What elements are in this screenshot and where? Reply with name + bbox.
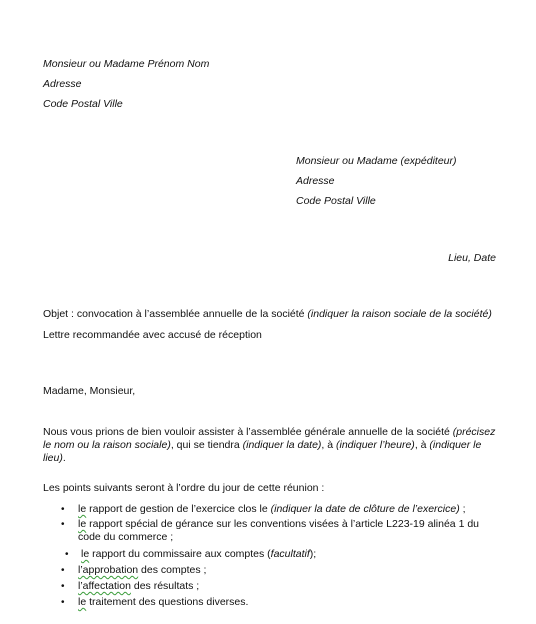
bullet-icon: • <box>61 565 65 576</box>
subject-placeholder: (indiquer la raison sociale de la société) <box>307 308 492 320</box>
subject-prefix: Objet : convocation à l’assemblée annuelle de la société <box>43 308 308 320</box>
sender-address: Adresse <box>296 175 335 187</box>
paragraph-placeholder-date: (indiquer la date) <box>242 439 322 451</box>
agenda-item-article: le <box>81 548 90 560</box>
agenda-item-placeholder: (indiquer la date de clôture de l’exercice) <box>270 503 460 515</box>
agenda-item-article: le <box>78 596 87 608</box>
agenda-item <box>81 548 316 561</box>
place-date: Lieu, Date <box>448 252 496 264</box>
agenda-item <box>78 518 504 544</box>
bullet-icon: • <box>61 597 65 608</box>
agenda-item-text: ; <box>459 503 466 515</box>
agenda-item-article: l’approbation <box>78 564 139 576</box>
paragraph-text: , qui se tiendra <box>170 439 243 451</box>
paragraph-placeholder-time: (indiquer l’heure) <box>336 439 415 451</box>
agenda-item-text: ); <box>309 548 317 560</box>
salutation: Madame, Monsieur, <box>43 385 136 397</box>
recipient-city: Code Postal Ville <box>43 98 123 110</box>
agenda-item-article: le <box>78 518 87 530</box>
sender-name: Monsieur ou Madame (expéditeur) <box>296 155 457 167</box>
paragraph-text: Nous vous prions de bien vouloir assister à l’assemblée générale annuelle de la société <box>43 426 453 438</box>
agenda-item-text: des résultats ; <box>130 580 200 592</box>
agenda-item-article: le <box>78 503 87 515</box>
bullet-icon: • <box>61 519 65 530</box>
agenda-item-text: traitement des questions diverses. <box>86 596 249 608</box>
delivery-mode: Lettre recommandée avec accusé de réception <box>43 329 262 341</box>
recipient-name: Monsieur ou Madame Prénom Nom <box>43 58 210 70</box>
paragraph-text: , à <box>321 439 337 451</box>
agenda-item <box>78 564 206 577</box>
agenda-item-placeholder: facultatif <box>270 548 310 560</box>
invitation-paragraph <box>43 426 501 465</box>
bullet-icon: • <box>61 581 65 592</box>
paragraph-placeholder-company: (précisez le nom ou la raison sociale) <box>43 426 496 451</box>
agenda-item-article: l’affectation <box>78 580 131 592</box>
agenda-item-text: des comptes ; <box>138 564 207 576</box>
sender-city: Code Postal Ville <box>296 195 376 207</box>
paragraph-text: , à <box>414 439 430 451</box>
agenda-intro: Les points suivants seront à l’ordre du jour de cette réunion : <box>43 482 325 494</box>
agenda-item <box>78 596 248 609</box>
paragraph-placeholder-place: (indiquer le lieu) <box>43 439 482 464</box>
bullet-icon: • <box>61 504 65 515</box>
subject-line <box>43 308 492 321</box>
agenda-item-text: rapport spécial de gérance sur les conventions visées à l’article L223-19 alinéa 1 du code du commerce ; <box>78 518 480 543</box>
bullet-icon: • <box>65 549 69 560</box>
paragraph-text: . <box>62 452 66 464</box>
agenda-item <box>78 503 466 516</box>
agenda-item-text: rapport de gestion de l’exercice clos le <box>86 503 271 515</box>
agenda-item <box>78 580 199 593</box>
agenda-item-text: rapport du commissaire aux comptes ( <box>89 548 271 560</box>
recipient-address: Adresse <box>43 78 82 90</box>
